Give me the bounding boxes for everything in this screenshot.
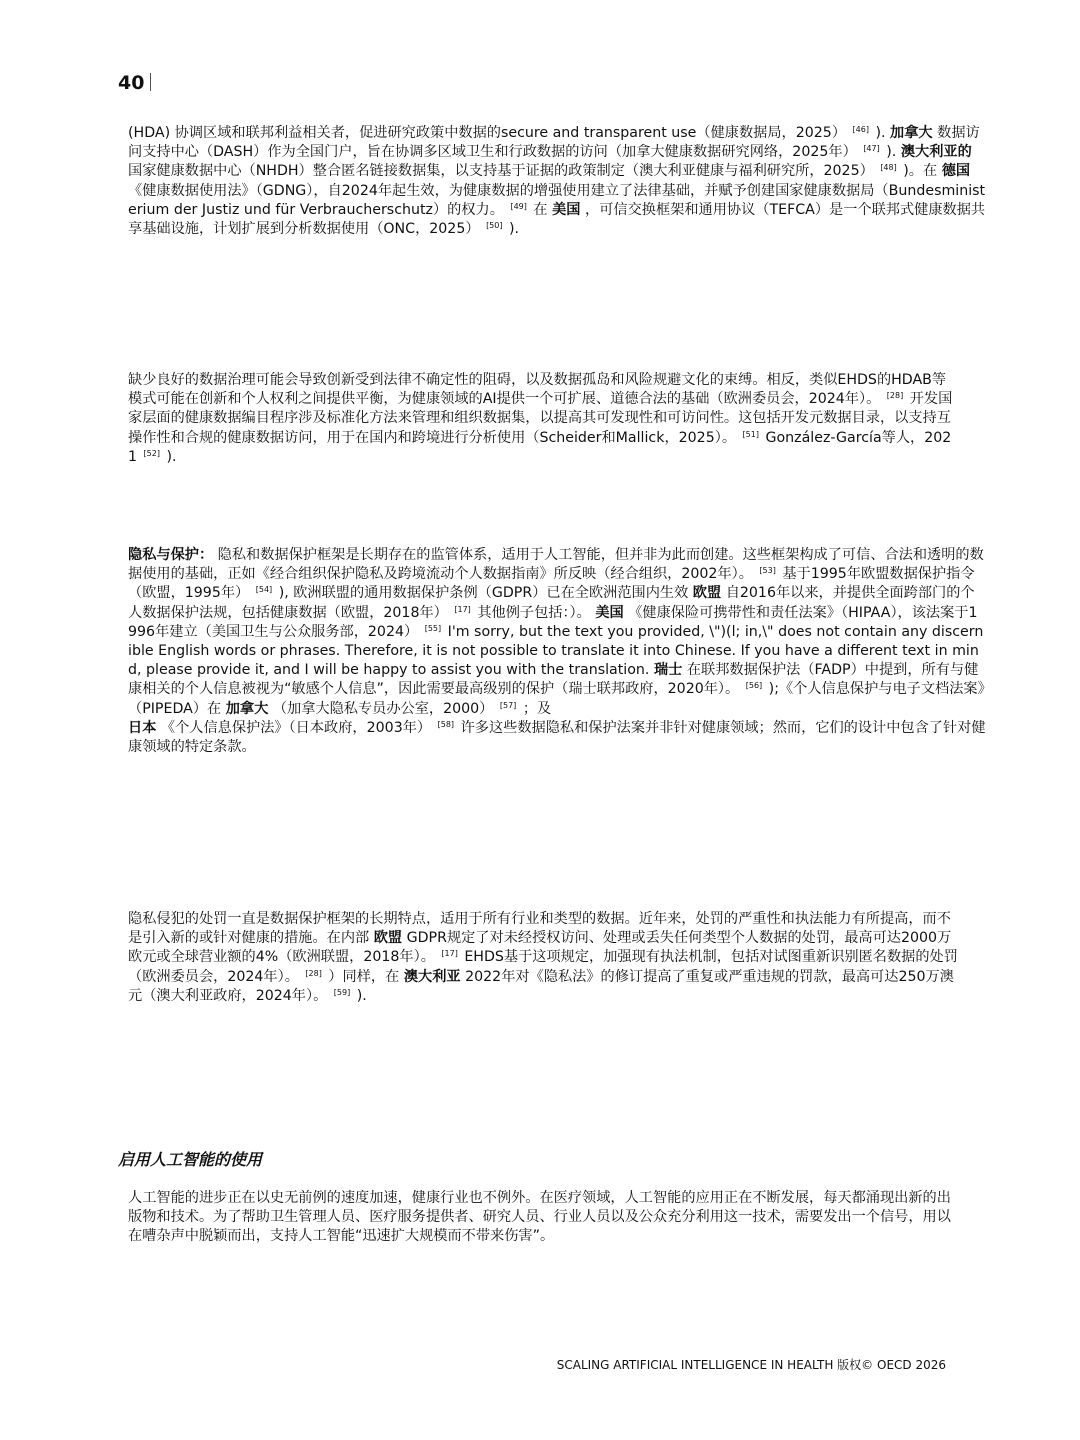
country-canada: 加拿大: [890, 125, 933, 141]
reference-47[interactable]: [47]: [863, 144, 880, 154]
page-number: 40: [118, 72, 151, 94]
region-eu: 欧盟: [692, 585, 722, 602]
reference-51[interactable]: [51]: [742, 429, 759, 439]
reference-17[interactable]: [17]: [454, 604, 471, 614]
paragraph-data-governance: 缺少良好的数据治理可能会导致创新受到法律不确定性的阻碍，以及数据孤岛和风险规避文化的束缚。相反，类似EHDS的HDAB等模式可能在创新和个人权利之间提供平衡，为健康领域的AI提供一个可扩展、道德合法的基础（欧洲委员会，2024年）。 [28] 开发国家层面的健康数据编目程序涉及标准化方法来管理和组织数据集，以提高其可发现性和可访问性。这包括开发元数据目录，以支持互操作性和合规的健康数据访问，用于在国内和跨境进行分析使用（Scheider和Mallick，2025）。 [51] González-García等人，2021 [52] ).: [128, 372, 953, 465]
reference-54[interactable]: [54]: [255, 585, 273, 595]
country-usa: 美国: [595, 604, 624, 621]
reference-59[interactable]: [59]: [333, 987, 351, 997]
region-eu: 欧盟: [373, 930, 403, 947]
reference-28[interactable]: [28]: [886, 391, 904, 401]
country-australia: 澳大利亚: [403, 968, 461, 985]
reference-52[interactable]: [52]: [143, 448, 160, 458]
country-australia: 澳大利亚的: [900, 144, 972, 161]
country-germany: 德国: [941, 163, 971, 180]
country-usa: 美国: [552, 201, 581, 218]
reference-50[interactable]: [50]: [486, 221, 503, 231]
paragraph-privacy-penalties: 隐私侵犯的处罚一直是数据保护框架的长期特点，适用于所有行业和类型的数据。近年来，处罚的严重性和执法能力有所提高，而不是引入新的或针对健康的措施。在内部 欧盟 GDPR规定了对未经授权访问、处理或丢失任何类型个人数据的处罚，最高可达2000万欧元或全球营业额的4%（欧洲联盟，2018年）。 [17] EHDS基于这项规定，加强现有执法机制，包括对试图重新识别匿名数据的处罚（欧洲委员会，2024年）。 [28] ）同样，在 澳大利亚 2022年对《隐私法》的修订提高了重复或严重违规的罚款，最高可达250万澳元（澳大利亚政府，2024年）。 [59] ).: [128, 911, 958, 1004]
reference-48[interactable]: [48]: [880, 163, 897, 173]
reference-56[interactable]: [56]: [745, 681, 763, 691]
paragraph-health-data-bodies: (HDA) 协调区域和联邦利益相关者，促进研究政策中数据的secure and transparent use（健康数据局，2025） [46] ). 加拿大 数据访问支持中心（DASH）作为全国门户，旨在协调多区域卫生和行政数据的访问（加拿大健康数据研究网络，2025年） [47] ). 澳大利亚的 国家健康数据中心（NHDH）整合匿名链接数据集，以支持基于证据的政策制定（澳大利亚健康与福利研究所，2025） [48] )。在 德国 《健康数据使用法》（GDNG），自2024年起生效，为健康数据的增强使用建立了法律基础，并赋予创建国家健康数据局（Bundesministerium der Justiz und für Verbraucherschutz）的权力。 [49] 在 美国 ，可信交换框架和通用协议（TEFCA）是一个联邦式健康数据共享基础设施，计划扩展到分析数据使用（ONC，2025） [50] ).: [128, 125, 986, 238]
reference-28[interactable]: [28]: [305, 968, 322, 978]
privacy-protection-label: 隐私与保护：: [128, 547, 214, 563]
reference-46[interactable]: [46]: [852, 125, 869, 134]
country-canada: 加拿大: [225, 700, 269, 717]
reference-17[interactable]: [17]: [441, 949, 458, 959]
reference-57[interactable]: [57]: [499, 700, 517, 710]
country-japan: 日本: [128, 719, 157, 736]
page-number-divider: [150, 73, 151, 91]
country-switzerland: 瑞士: [653, 662, 683, 679]
reference-58[interactable]: [58]: [437, 719, 455, 729]
page-footer: SCALING ARTIFICIAL INTELLIGENCE IN HEALTH 版权© OECD 2026: [556, 1358, 946, 1372]
paragraph-privacy-protection: 隐私与保护： 隐私和数据保护框架是长期存在的监管体系，适用于人工智能，但并非为此而创建。这些框架构成了可信、合法和透明的数据使用的基础，正如《经合组织保护隐私及跨境流动个人数据指南》所反映（经合组织，2002年）。 [53] 基于1995年欧盟数据保护指令（欧盟，1995年） [54] ), 欧洲联盟的通用数据保护条例（GDPR）已在全欧洲范围内生效 欧盟 自2016年以来，并提供全面跨部门的个人数据保护法规，包括健康数据（欧盟，2018年） [17] 其他例子包括：）。 美国 《健康保险可携带性和责任法案》（HIPAA），该法案于1996年建立（美国卫生与公众服务部，2024） [55] I'm sorry, but the text you provided, \")(l; in,\" does not contain any discernible English words or phrases. Therefore, it is not possible to translate it into Chinese. If you have a different text in mind, please provide it, and I will be happy to assist you with the translation. 瑞士 在联邦数据保护法（FADP）中提到，所有与健康相关的个人信息被视为“敏感个人信息”，因此需要最高级别的保护（瑞士联邦政府，2020年）。 [56] );《个人信息保护与电子文档法案》（PIPEDA）在 加拿大 （加拿大隐私专员办公室，2000） [57] ；及 日本 《个人信息保护法》（日本政府，2003年） [58] 许多这些数据隐私和保护法案并非针对健康领域；然而，它们的设计中包含了针对健康领域的特定条款。: [128, 547, 986, 756]
paragraph-enabling-ai: 人工智能的进步正在以史无前例的速度加速，健康行业也不例外。在医疗领域，人工智能的应用正在不断发展，每天都涌现出新的出版物和技术。为了帮助卫生管理人员、医疗服务提供者、研究人员、行业人员以及公众充分利用这一技术，需要发出一个信号，用以在嘈杂声中脱颖而出，支持人工智能“迅速扩大规模而不带来伤害”。: [128, 1190, 951, 1245]
reference-53[interactable]: [53]: [759, 566, 776, 576]
section-heading: 启用人工智能的使用: [118, 1150, 263, 1169]
reference-49[interactable]: [49]: [510, 201, 527, 211]
reference-55[interactable]: [55]: [424, 623, 442, 633]
